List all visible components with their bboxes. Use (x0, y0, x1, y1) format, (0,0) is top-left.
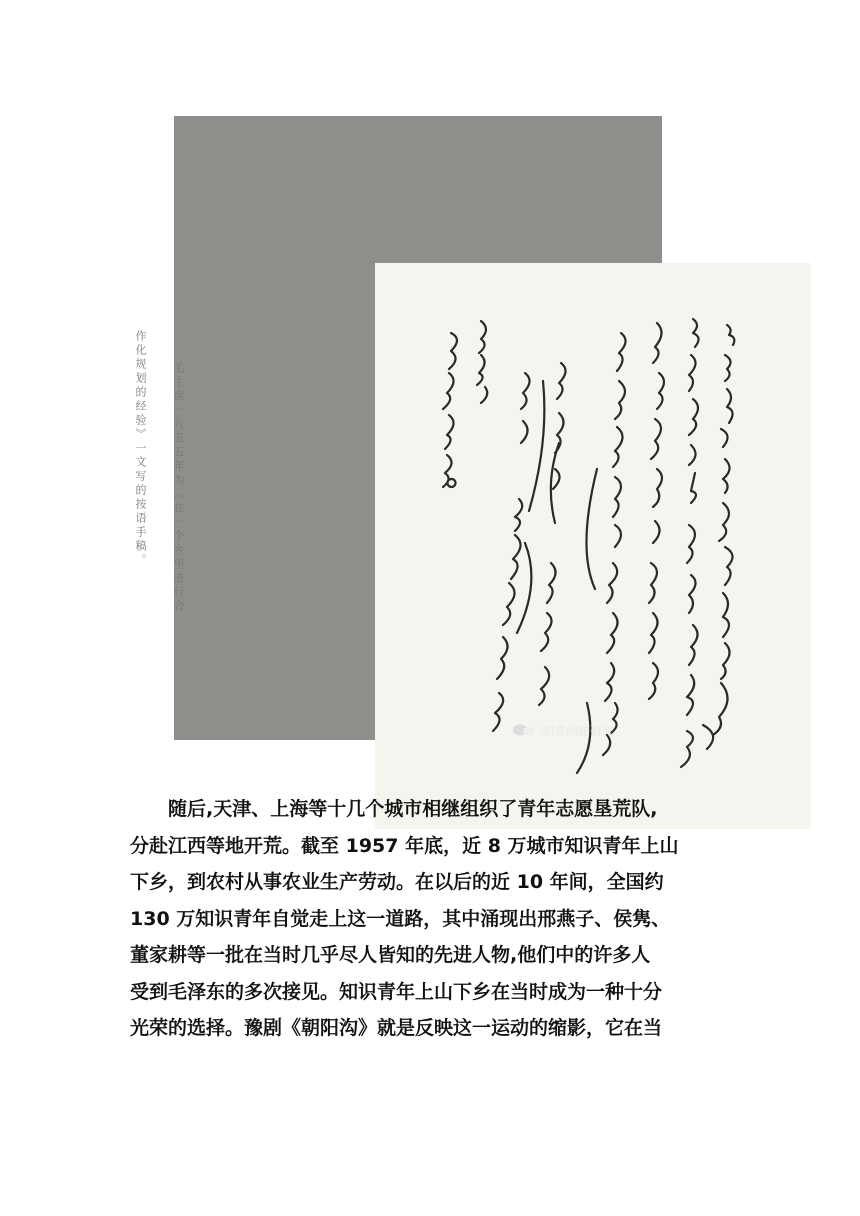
watermark-text: 知青问题研究 (542, 723, 615, 738)
paragraph-line: 随后,天津、上海等十几个城市相继组织了青年志愿垦荒队, (168, 798, 658, 820)
paragraph-line: 董家耕等一批在当时几乎尽人皆知的先进人物,他们中的许多人 (130, 944, 651, 966)
caption-line-left: 作化规划的经验》一文写的按语手稿。 (134, 330, 147, 568)
paragraph-line: 130 万知识青年自觉走上这一道路，其中涌现出邢燕子、侯隽、 (130, 907, 671, 930)
body-paragraph (130, 791, 730, 1047)
paragraph-line: 分赴江西等地开荒。截至 1957 年底，近 8 万城市知识青年上山 (130, 834, 679, 857)
paragraph-line: 光荣的选择。豫剧《朝阳沟》就是反映这一运动的缩影，它在当 (130, 1017, 663, 1039)
watermark (512, 720, 614, 740)
wechat-icon (512, 723, 538, 737)
handwritten-manuscript (375, 263, 811, 829)
paragraph-line: 下乡，到农村从事农业生产劳动。在以后的近 10 年间，全国约 (130, 871, 664, 893)
manuscript-paper (375, 263, 811, 829)
manuscript-photo (174, 116, 662, 740)
caption-line-right: 毛主席一九五五年为《在一个乡里进行合 (172, 362, 185, 614)
vertical-caption (132, 330, 192, 690)
paragraph-line: 受到毛泽东的多次接见。知识青年上山下乡在当时成为一种十分 (130, 980, 663, 1003)
